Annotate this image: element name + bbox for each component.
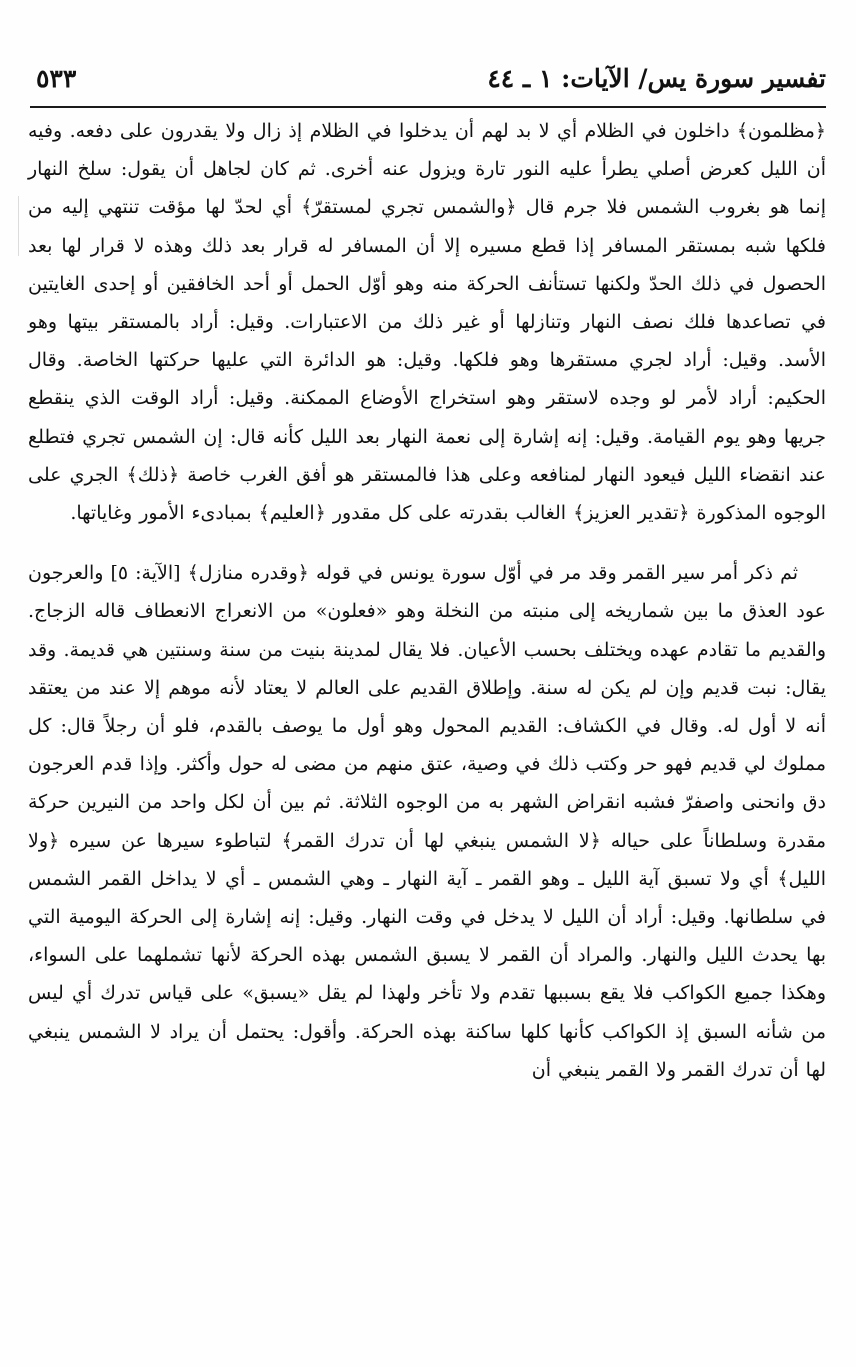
page-body bbox=[28, 112, 826, 1089]
header-rule bbox=[30, 106, 826, 108]
paragraph-1: ﴿مظلمون﴾ داخلون في الظلام أي لا بد لهم أن يدخلوا في الظلام إذ زال ولا يقدرون على دفعه. وفيه أن الليل كعرض أصلي يطرأ عليه النور تارة ويزول عنه أخرى. ثم كان لجاهل أن يقول: سلخ النهار إنما هو بغروب الشمس فلا جرم قال ﴿والشمس تجري لمستقرّ﴾ أي لحدّ لها مؤقت تنتهي إليه من فلكها شبه بمستقر المسافر إذا قطع مسيره إلا أن المسافر له قرار بعد ذلك وهذه لا قرار لها بعد الحصول في ذلك الحدّ ولكنها تستأنف الحركة منه وهو أوّل الحمل أو أحد الخافقين أو إحدى الغايتين في تصاعدها فلك نصف النهار وتنازلها أو غير ذلك من الاعتبارات. وقيل: أراد بالمستقر بيتها وهو الأسد. وقيل: أراد لجري مستقرها وهو فلكها. وقيل: هو الدائرة التي عليها حركتها الخاصة. وقال الحكيم: أراد لأمر لو وجده لاستقر وهو استخراج الأوضاع الممكنة. وقيل: أراد الوقت الذي ينقطع جريها وهو يوم القيامة. وقيل: إنه إشارة إلى نعمة النهار بعد الليل كأنه قال: إن الشمس تجري فتطلع عند انقضاء الليل فيعود النهار لمنافعه وعلى هذا فالمستقر هو أفق الغرب خاصة ﴿ذلك﴾ الجري على الوجوه المذكورة ﴿تقدير العزيز﴾ الغالب بقدرته على كل مقدور ﴿العليم﴾ بمبادىء الأمور وغاياتها. bbox=[28, 120, 826, 525]
header-title: تفسير سورة يس/ الآيات: ١ ـ ٤٤ bbox=[487, 64, 826, 93]
running-header bbox=[30, 58, 826, 102]
scan-margin-mark bbox=[18, 196, 19, 256]
paragraph-2: ثم ذكر أمر سير القمر وقد مر في أوّل سورة يونس في قوله ﴿وقدره منازل﴾ [الآية: ٥] والعرجون عود العذق ما بين شماريخه إلى منبته من النخلة وهو «فعلون» من الانعراج الانعطاف قاله الزجاج. والقديم ما تقادم عهده ويختلف بحسب الأعيان. فلا يقال لمدينة بنيت من سنة وسنتين هي قديمة. وقد يقال: نبت قديم وإن لم يكن له سنة. وإطلاق القديم على العالم لا يعتاد لأنه موهم إلا عند من يعتقد أنه لا أول له. وقال في الكشاف: القديم المحول وهو أول ما يوصف بالقدم، فلو أن رجلاً قال: كل مملوك لي قديم فهو حر وكتب ذلك في وصية، عتق منهم من مضى له حول وأكثر. وإذا قدم العرجون دق وانحنى واصفرّ فشبه انقراض الشهر به من الوجوه الثلاثة. ثم بين أن لكل واحد من النيرين حركة مقدرة وسلطاناً على حياله ﴿لا الشمس ينبغي لها أن تدرك القمر﴾ لتباطوء سيرها عن سيره ﴿ولا الليل﴾ أي ولا تسبق آية الليل ـ وهو القمر ـ آية النهار ـ وهي الشمس ـ أي لا يداخل القمر الشمس في سلطانها. وقيل: أراد أن الليل لا يدخل في وقت النهار. وقيل: إنه إشارة إلى الحركة اليومية التي بها يحدث الليل والنهار. والمراد أن القمر لا يسبق الشمس بهذه الحركة لأنها تشملهما على السواء، وهكذا جميع الكواكب فلا يقع بسببها تقدم ولا تأخر ولهذا لم يقل «يسبق» على قياس تدرك أي ليس من شأنه السبق إذ الكواكب كأنها كلها ساكنة بهذه الحركة. وأقول: يحتمل أن يراد لا الشمس ينبغي لها أن تدرك القمر ولا القمر ينبغي أن bbox=[28, 562, 826, 1081]
page-number: ٥٣٣ bbox=[36, 64, 77, 93]
